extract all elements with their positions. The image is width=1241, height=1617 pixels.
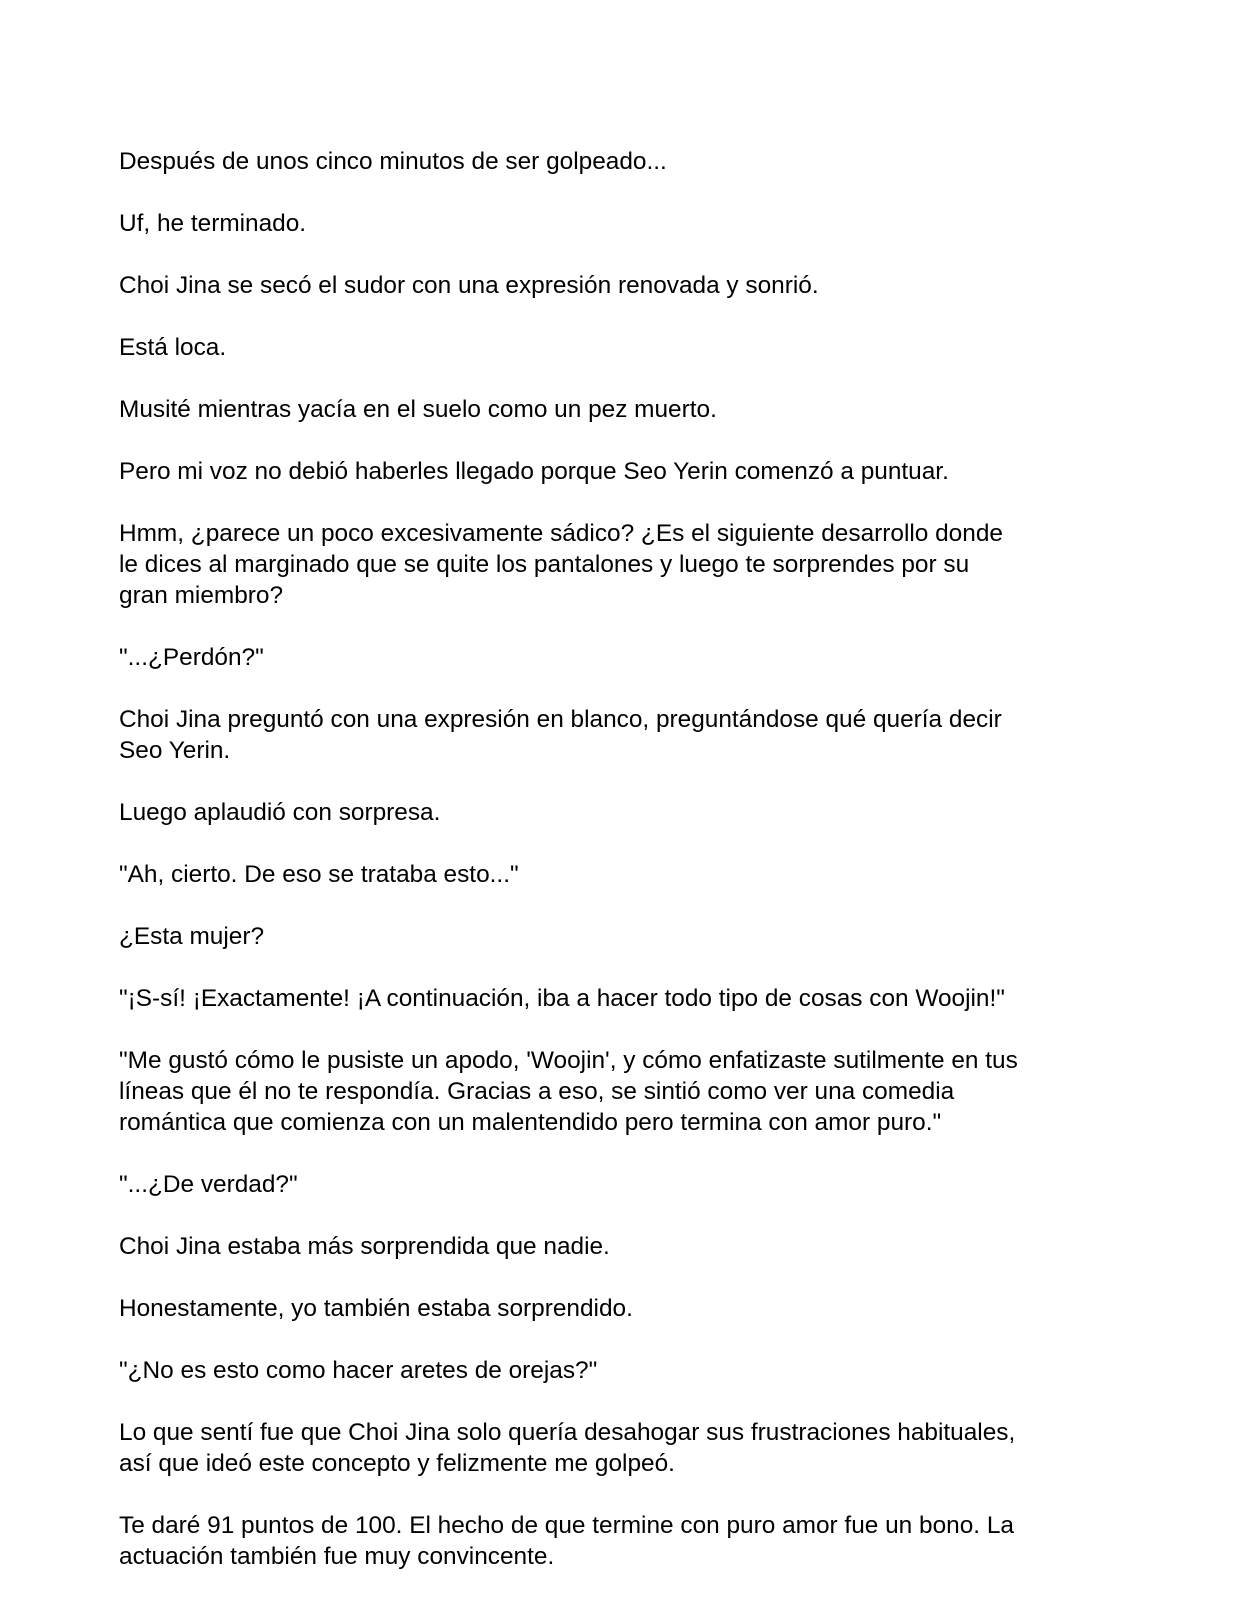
- paragraph: "¿No es esto como hacer aretes de orejas?": [119, 1357, 598, 1384]
- paragraph: Hmm, ¿parece un poco excesivamente sádico? ¿Es el siguiente desarrollo donde le dices al marginado que se quite los pantalones y luego te sorprendes por su gran miembro?: [119, 520, 1003, 609]
- paragraph: "...¿Perdón?": [119, 644, 264, 671]
- paragraph: ¿Esta mujer?: [119, 923, 265, 950]
- paragraph: "Ah, cierto. De eso se trataba esto...": [119, 861, 519, 888]
- paragraph: "...¿De verdad?": [119, 1171, 298, 1198]
- paragraph: Luego aplaudió con sorpresa.: [119, 799, 441, 826]
- paragraph: Lo que sentí fue que Choi Jina solo quería desahogar sus frustraciones habituales, así que ideó este concepto y felizmente me golpeó.: [119, 1419, 1016, 1477]
- paragraph: "¡S-sí! ¡Exactamente! ¡A continuación, iba a hacer todo tipo de cosas con Woojin!": [119, 985, 1005, 1012]
- paragraph: Pero mi voz no debió haberles llegado porque Seo Yerin comenzó a puntuar.: [119, 458, 949, 485]
- paragraph: "Me gustó cómo le pusiste un apodo, 'Woojin', y cómo enfatizaste sutilmente en tus líneas que él no te respondía. Gracias a eso, se sintió como ver una comedia romántica que comienza con un malentendido pero termina con amor puro.": [119, 1047, 1018, 1136]
- paragraph: Choi Jina se secó el sudor con una expresión renovada y sonrió.: [119, 272, 819, 299]
- paragraph: Choi Jina estaba más sorprendida que nadie.: [119, 1233, 610, 1260]
- paragraph: Después de unos cinco minutos de ser golpeado...: [119, 148, 667, 175]
- paragraph: Está loca.: [119, 334, 227, 361]
- paragraph: Honestamente, yo también estaba sorprendido.: [119, 1295, 633, 1322]
- paragraph: Uf, he terminado.: [119, 210, 307, 237]
- document-body: [119, 146, 1129, 1603]
- paragraph: Musité mientras yacía en el suelo como un pez muerto.: [119, 396, 717, 423]
- paragraph: Choi Jina preguntó con una expresión en blanco, preguntándose qué quería decir Seo Yerin.: [119, 706, 1002, 764]
- paragraph: Te daré 91 puntos de 100. El hecho de que termine con puro amor fue un bono. La actuación también fue muy convincente.: [119, 1512, 1014, 1570]
